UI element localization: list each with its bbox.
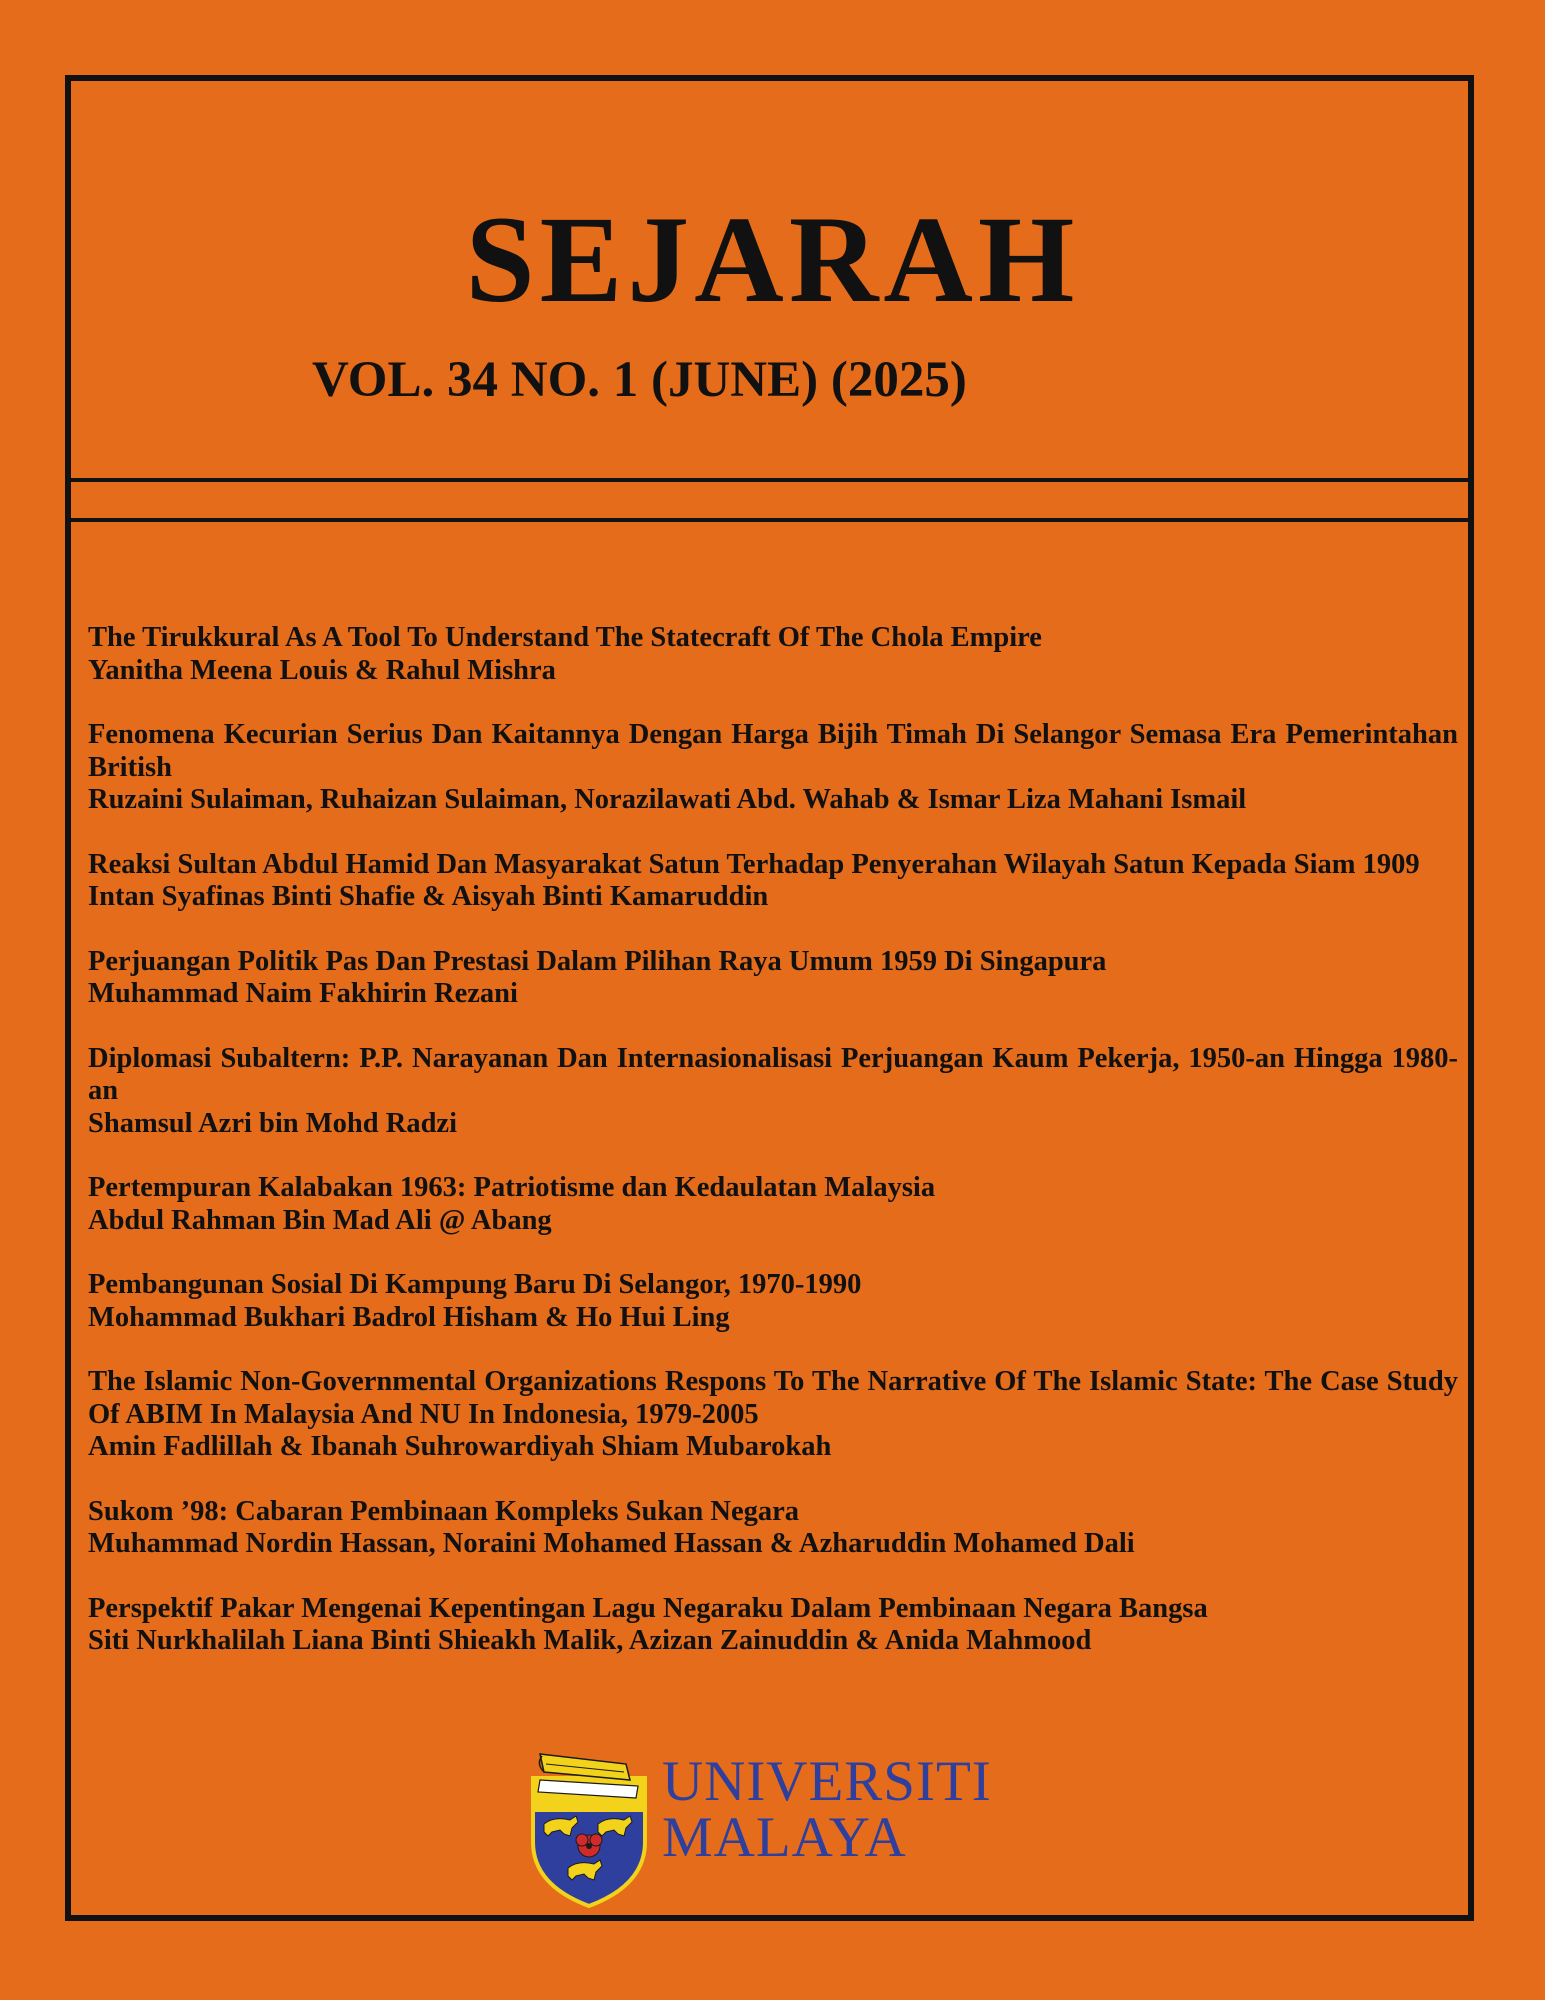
article-authors: Intan Syafinas Binti Shafie & Aisyah Binti Kamaruddin xyxy=(88,881,769,912)
university-name-line1: UNIVERSITI xyxy=(662,1750,992,1813)
article-authors: Muhammad Naim Fakhirin Rezani xyxy=(88,978,518,1009)
university-name xyxy=(662,1750,992,1869)
article-entry xyxy=(88,1496,1458,1561)
header-divider-bottom xyxy=(65,518,1474,522)
journal-volume: VOL. 34 NO. 1 (JUNE) (2025) xyxy=(312,352,967,408)
article-title: Pembangunan Sosial Di Kampung Baru Di Selangor, 1970-1990 xyxy=(88,1269,862,1300)
article-title: Fenomena Kecurian Serius Dan Kaitannya Dengan Harga Bijih Timah Di Selangor Semasa Era Pemerintahan British xyxy=(88,719,1458,783)
article-entry xyxy=(88,622,1458,687)
article-authors: Shamsul Azri bin Mohd Radzi xyxy=(88,1107,457,1139)
table-of-contents xyxy=(88,622,1458,1690)
article-authors: Amin Fadlillah & Ibanah Suhrowardiyah Shiam Mubarokah xyxy=(88,1431,832,1462)
article-entry xyxy=(88,1593,1458,1658)
article-authors: Muhammad Nordin Hassan, Noraini Mohamed Hassan & Azharuddin Mohamed Dali xyxy=(88,1528,1135,1559)
article-entry xyxy=(88,1172,1458,1237)
journal-title: SEJARAH xyxy=(465,191,1080,328)
article-entry xyxy=(88,1366,1458,1464)
article-entry xyxy=(88,946,1458,1011)
article-title: Perspektif Pakar Mengenai Kepentingan Lagu Negaraku Dalam Pembinaan Negara Bangsa xyxy=(88,1592,1208,1624)
article-title: Reaksi Sultan Abdul Hamid Dan Masyarakat Satun Terhadap Penyerahan Wilayah Satun Kepada Siam 1909 xyxy=(88,848,1420,880)
article-authors: Mohammad Bukhari Badrol Hisham & Ho Hui Ling xyxy=(88,1301,730,1333)
article-entry xyxy=(88,1043,1458,1141)
article-authors: Abdul Rahman Bin Mad Ali @ Abang xyxy=(88,1204,552,1236)
university-crest-icon xyxy=(530,1750,648,1908)
article-title: Pertempuran Kalabakan 1963: Patriotisme dan Kedaulatan Malaysia xyxy=(88,1172,936,1203)
article-authors: Yanitha Meena Louis & Rahul Mishra xyxy=(88,654,556,686)
article-title: The Islamic Non-Governmental Organizations Respons To The Narrative Of The Islamic State: The Case Study Of ABIM In Malaysia And NU In Indonesia, 1979-2005 xyxy=(88,1366,1458,1430)
header-divider-top xyxy=(65,478,1474,482)
article-entry xyxy=(88,849,1458,914)
article-title: The Tirukkural As A Tool To Understand The Statecraft Of The Chola Empire xyxy=(88,622,1042,653)
article-entry xyxy=(88,719,1458,817)
article-authors: Siti Nurkhalilah Liana Binti Shieakh Malik, Azizan Zainuddin & Anida Mahmood xyxy=(88,1625,1092,1656)
article-entry xyxy=(88,1269,1458,1334)
article-title: Perjuangan Politik Pas Dan Prestasi Dalam Pilihan Raya Umum 1959 Di Singapura xyxy=(88,945,1107,977)
university-name-line2: MALAYA xyxy=(662,1806,907,1869)
article-title: Sukom ’98: Cabaran Pembinaan Kompleks Sukan Negara xyxy=(88,1495,800,1527)
article-title: Diplomasi Subaltern: P.P. Narayanan Dan Internasionalisasi Perjuangan Kaum Pekerja, 1950-an Hingga 1980-an xyxy=(88,1042,1458,1106)
article-authors: Ruzaini Sulaiman, Ruhaizan Sulaiman, Norazilawati Abd. Wahab & Ismar Liza Mahani Ismail xyxy=(88,784,1247,815)
university-logo xyxy=(530,1750,1030,1910)
